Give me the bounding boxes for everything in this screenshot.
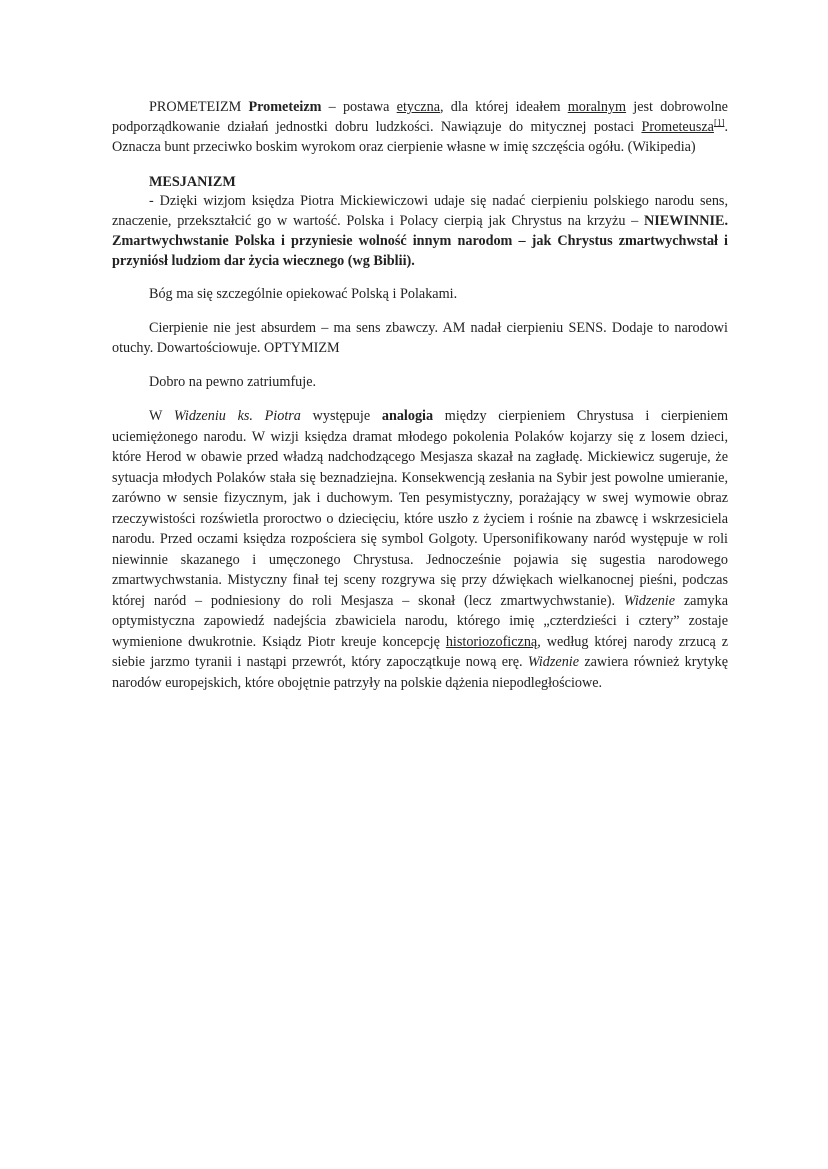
- text: zawiera również krytykę narodów europejskich, które obojętnie patrzyły na polskie dążenia niepodległościowe.: [112, 654, 728, 691]
- bold-text: analogia: [381, 408, 434, 424]
- text: między cierpieniem Chrystusa i cierpieniem uciemiężonego narodu. W wizji księdza dramat młodego pokolenia Polaków kojarzy się z losem dzieci, które Herod w obawie przed władzą nadchodzącego Mesjasza skazał na zagładę. Mickiewicz sugeruje, że sytuacja młodych Polaków stała się beznadziejna. Konsekwencją zesłania na Sybir jest powolne umieranie, zarówno w sensie fizycznym, jak i duchowym. Ten pesymistyczny, porażający w swej wymowie obraz rzeczywistości rozświetla proroctwo o dziecięciu, które uszło z życiem i rośnie na zbawcę i wskrzesiciela narodu. Przed oczami księdza rozpościera się symbol Golgoty. Upersonifikowany naród występuje w roli niewinnie skazanego i umęczonego Chrystusa. Jednocześnie pojawia się sugestia narodowego zmartwychwstania. Mistyczny finał tej sceny rozgrywa się przy dźwiękach wielkanocnej pieśni, podczas której naród – podniesiony do roli Mesjasza – skonał (lecz zmartwychwstanie).: [112, 408, 728, 609]
- text: zamyka optymistyczna zapowiedź nadejścia zbawiciela narodu, którego imię „czterdzieści i cztery” zostaje wymienione dwukrotnie. Ksiądz Piotr kreuje koncepcję: [112, 592, 728, 650]
- footnote-link[interactable]: [1]: [713, 117, 725, 128]
- italic-title: Widzeniu ks. Piotra: [173, 408, 301, 424]
- link-moralnym[interactable]: moralnym: [567, 99, 627, 115]
- prometeizm-paragraph: [112, 97, 728, 157]
- text: występuje: [300, 408, 382, 424]
- cierpienie-paragraph: Cierpienie nie jest absurdem – ma sens zbawczy. AM nadał cierpieniu SENS. Dodaje to narodowi otuchy. Dowartościowuje. OPTYMIZM: [112, 320, 728, 356]
- text: . Oznacza bunt przeciwko boskim wyrokom oraz cierpienie własne w imię szczęścia ogółu. (Wikipedia): [112, 119, 728, 155]
- italic-title: Widzenie: [623, 592, 676, 609]
- mesjanizm-paragraph: [112, 191, 728, 271]
- bog-paragraph: Bóg ma się szczególnie opiekować Polską i Polakami.: [149, 286, 458, 302]
- link-prometeusza[interactable]: Prometeusza: [641, 119, 714, 135]
- text: – postawa: [321, 99, 397, 115]
- italic-title: Widzenie: [527, 654, 580, 670]
- text: , dla której ideałem: [440, 99, 568, 115]
- text: - Dzięki wizjom księdza Piotra Mickiewiczowi udaje się nadać cierpieniu polskiego narodu sens, znaczenie, przekształcić go w wartość. Polska i Polacy cierpią jak Chrystus na krzyżu –: [112, 193, 728, 229]
- widzenie-paragraph: [112, 406, 728, 693]
- dobro-paragraph: Dobro na pewno zatriumfuje.: [149, 374, 317, 390]
- heading-text: MESJANIZM: [149, 174, 236, 190]
- term: Prometeizm: [248, 99, 322, 115]
- mesjanizm-heading: [112, 172, 728, 192]
- text: , według której narody zrzucą z siebie jarzmo tyranii i nastąpi przewrót, który zapoczątkuje nową erę.: [112, 633, 728, 670]
- text: jest dobrowolne podporządkowanie działań jednostki dobru ludzkości. Nawiązuje do mitycznej postaci: [112, 99, 728, 135]
- bold-text: NIEWINNIE. Zmartwychwstanie Polska i przyniesie wolność innym narodom – jak Chrystus zmartwychwstał i przyniósł ludziom dar życia wiecznego (wg Biblii).: [112, 213, 728, 269]
- text: W: [149, 408, 174, 424]
- link-historiozoficzna[interactable]: historiozoficzną: [445, 633, 538, 650]
- link-etyczna[interactable]: etyczna: [396, 99, 440, 115]
- text: PROMETEIZM: [149, 99, 249, 115]
